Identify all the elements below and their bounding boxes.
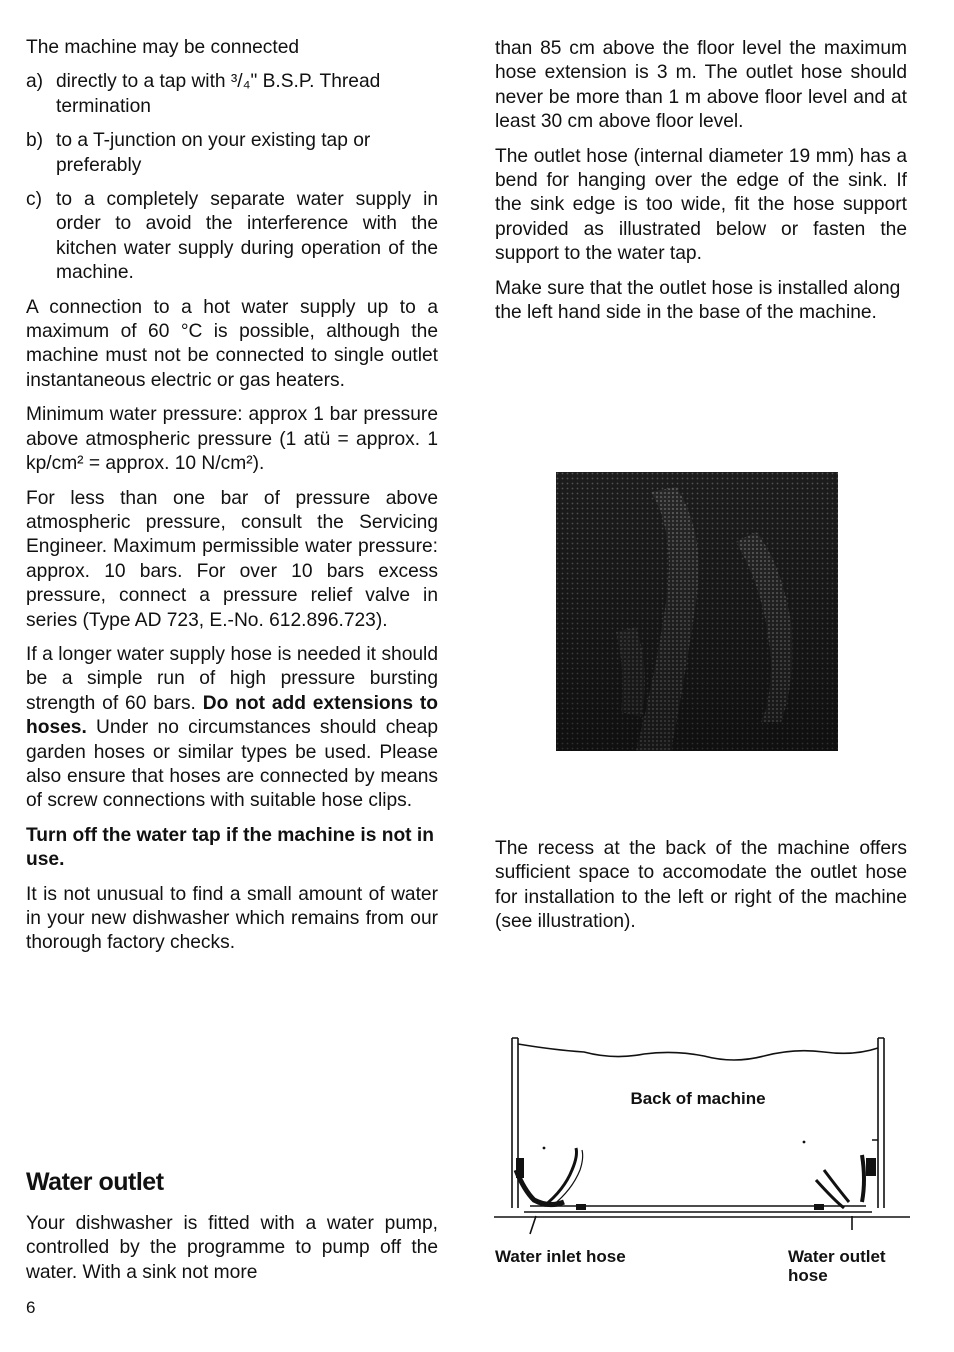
list-marker: b) bbox=[26, 130, 44, 152]
outlet-hose-paragraph: The outlet hose (internal diameter 19 mm) has a bend for hanging over the edge of the sink. If the sink edge is too wide, fit the hose support provided as illustrated below or fasten the support to the water tap. bbox=[495, 145, 907, 265]
water-outlet-hose-caption: Water outlet hose bbox=[788, 1247, 886, 1285]
less-pressure-paragraph: For less than one bar of pressure above atmospheric pressure, consult the Servicing Engineer. Maximum permissible water pressure: approx. 10 bars. For over 10 bars excess pressure, connect a pressure relief valve in series (Type AD 723, E.-No. 612.896.723). bbox=[26, 487, 438, 631]
hose-support-photo bbox=[556, 472, 838, 751]
small-amount-paragraph: It is not unusual to find a small amount of water in your new dishwasher which remains from our thorough factory checks. bbox=[26, 883, 438, 954]
list-text: to a T-junction on your existing tap or preferably bbox=[56, 130, 371, 176]
water-inlet-hose-caption: Water inlet hose bbox=[495, 1247, 626, 1266]
longer-hose-text-1: If a longer water supply hose is needed it should be a simple run of high pressure bursting strength of 60 bars. bbox=[26, 643, 438, 714]
water-outlet-heading: Water outlet bbox=[26, 1168, 164, 1196]
longer-hose-text-2: Under no circumstances should cheap garden hoses or similar types be used. Please also ensure that hoses are connected by means of screw connections with suitable hose clips. bbox=[26, 717, 438, 812]
page-number: 6 bbox=[26, 1298, 36, 1317]
right-column bbox=[495, 37, 907, 335]
list-marker: a) bbox=[26, 71, 44, 93]
min-pressure-paragraph: Minimum water pressure: approx 1 bar pressure above atmospheric pressure (1 atü = approx. 1 kp/cm² = approx. 10 N/cm²). bbox=[26, 404, 438, 475]
turn-off-warning: Turn off the water tap if the machine is not in use. bbox=[26, 824, 434, 871]
list-text: directly to a tap with ³/₄" B.S.P. Thread termination bbox=[56, 71, 381, 117]
list-marker: c) bbox=[26, 189, 42, 211]
connection-intro: The machine may be connected bbox=[26, 37, 300, 58]
list-item bbox=[26, 70, 438, 119]
back-of-machine-diagram bbox=[494, 1030, 910, 1240]
back-of-machine-label: Back of machine bbox=[630, 1089, 766, 1108]
list-item bbox=[26, 129, 438, 178]
list-item bbox=[26, 188, 438, 286]
hot-water-paragraph: A connection to a hot water supply up to a maximum of 60 °C is possible, although the machine must not be connected to single outlet instantaneous electric or gas heaters. bbox=[26, 296, 438, 391]
no-extensions-warning: Do not add extensions to hoses. bbox=[26, 692, 438, 739]
continuation-paragraph: than 85 cm above the floor level the maximum hose extension is 3 m. The outlet hose should never be more than 1 m above floor level and at least 30 cm above floor level. bbox=[495, 38, 907, 133]
left-side-paragraph: Make sure that the outlet hose is installed along the left hand side in the base of the machine. bbox=[495, 277, 901, 324]
left-column bbox=[26, 36, 438, 966]
recess-paragraph: The recess at the back of the machine offers sufficient space to accomodate the outlet hose for installation to the left or right of the machine (see illustration). bbox=[495, 838, 907, 933]
list-text: to a completely separate water supply in order to avoid the interference with the kitchen water supply during operation of the machine. bbox=[56, 189, 438, 284]
longer-hose-paragraph bbox=[26, 643, 438, 814]
water-outlet-paragraph: Your dishwasher is fitted with a water pump, controlled by the programme to pump off the water. With a sink not more bbox=[26, 1213, 438, 1283]
